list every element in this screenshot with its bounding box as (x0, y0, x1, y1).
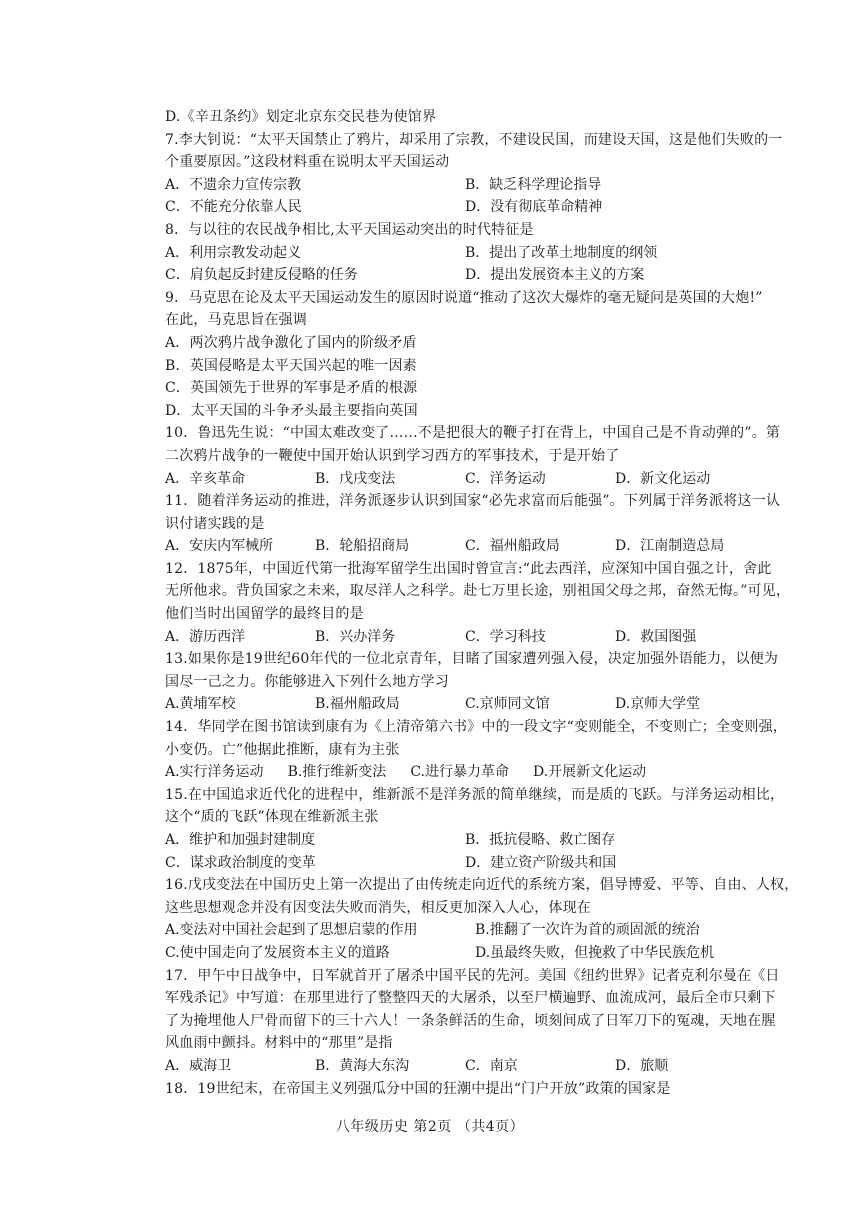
q8-option-b: B．提出了改革土地制度的纲领 (465, 244, 658, 261)
q14-option-a: A.实行洋务运动 (165, 764, 264, 781)
q10-option-b: B．戊戌变法 (315, 470, 396, 487)
q16-option-a: A.变法对中国社会起到了思想启蒙的作用 (165, 922, 418, 939)
q17-option-c: C．南京 (465, 1057, 518, 1074)
q11-stem-line-2: 识付诸实践的是 (165, 515, 265, 532)
q14-option-c: C.进行暴力革命 (410, 764, 509, 781)
q17-stem-line-4: 风血雨中颤抖。材料中的“那里”是指 (165, 1035, 393, 1052)
q12-option-a: A．游历西洋 (165, 628, 246, 645)
q7-option-b: B．缺乏科学理论指导 (465, 176, 602, 193)
q17-option-a: A．威海卫 (165, 1057, 232, 1074)
q13-stem-line-2: 国尽一己之力。你能够进入下列什么地方学习 (165, 673, 449, 690)
q17-stem-line-1: 17．甲午中日战争中，日军就首开了屠杀中国平民的先河。美国《纽约世界》记者克利尔曼在《日 (165, 967, 780, 984)
q7-stem-line-1: 7.李大钊说：“太平天国禁止了鸦片，却采用了宗教，不建设民国，而建设天国，这是他们失败的一 (165, 131, 783, 148)
q16-options-row-2 (165, 942, 825, 965)
q15-option-d: D．建立资产阶级共和国 (465, 854, 617, 871)
q9-option-a: A．两次鸦片战争激化了国内的阶级矛盾 (165, 334, 417, 351)
q12-stem-line-1: 12．1875年，中国近代第一批海军留学生出国时曾宣言:“此去西洋，应深知中国自强之计，舍此 (165, 560, 772, 577)
page-footer: 八年级历史 第2页 （共4页） (335, 1119, 525, 1135)
q8-stem: 8．与以往的农民战争相比,太平天国运动突出的时代特征是 (165, 221, 534, 238)
q9-option-c: C．英国领先于世界的军事是矛盾的根源 (165, 380, 418, 397)
q14-stem-line-2: 小变仍。亡”他据此推断，康有为主张 (165, 741, 400, 758)
q10-stem-line-2: 二次鸦片战争的一鞭使中国开始认识到学习西方的军事技术，于是开始了 (165, 447, 620, 464)
q7-option-a: A．不遗余力宣传宗教 (165, 176, 302, 193)
q12-stem-line-2: 无所他求。背负国家之未来，取尽洋人之科学。赴七万里长途，别祖国父母之邦，奋然无悔。”可见， (165, 583, 791, 600)
q8-option-d: D．提出发展资本主义的方案 (465, 267, 645, 284)
q17-stem-line-2: 军残杀记》中写道：在那里进行了整整四天的大屠杀，以至尸横遍野、血流成河，最后全市只剩下 (165, 990, 776, 1007)
q13-option-a: A.黄埔军校 (165, 696, 236, 713)
q12-option-d: D．救国图强 (615, 628, 697, 645)
q8-option-a: A．利用宗教发动起义 (165, 244, 302, 261)
q17-options (165, 1055, 825, 1078)
q12-options (165, 626, 825, 649)
q13-option-b: B.福州船政局 (315, 696, 400, 713)
q11-option-d: D．江南制造总局 (615, 538, 725, 555)
q13-stem-line-1: 13.如果你是19世纪60年代的一位北京青年，目睹了国家遭列强入侵，决定加强外语能力，以便为 (165, 651, 779, 668)
q10-option-a: A．辛亥革命 (165, 470, 246, 487)
q10-option-c: C．洋务运动 (465, 470, 546, 487)
q14-options (165, 761, 825, 784)
q16-option-c: C.使中国走向了发展资本主义的道路 (165, 944, 390, 961)
q11-option-c: C．福州船政局 (465, 538, 560, 555)
q17-option-d: D．旅顺 (615, 1057, 669, 1074)
q13-option-c: C.京师同文馆 (465, 696, 550, 713)
q15-stem-line-1: 15.在中国追求近代化的进程中，维新派不是洋务派的简单继续，而是质的飞跃。与洋务运动相比， (165, 786, 785, 803)
q18-stem: 18．19世纪末，在帝国主义列强瓜分中国的狂潮中提出“门户开放”政策的国家是 (165, 1080, 671, 1097)
q7-options-row-1 (165, 174, 825, 197)
q7-stem-line-2: 个重要原因。”这段材料重在说明太平天国运动 (165, 154, 450, 171)
q11-option-a: A．安庆内军械所 (165, 538, 274, 555)
q7-options-row-2 (165, 196, 825, 219)
q15-option-b: B．抵抗侵略、救亡图存 (465, 832, 616, 848)
q13-options (165, 693, 825, 716)
q14-option-b: B.推行维新变法 (287, 764, 387, 781)
q10-stem-line-1: 10．鲁迅先生说：“中国太难改变了……不是把很大的鞭子打在背上，中国自己是不肯动弹的”。第 (165, 425, 781, 442)
q12-option-c: C．学习科技 (465, 628, 546, 645)
q17-stem-line-3: 了为掩埋他人尸骨而留下的三十六人！一条条鲜活的生命，顷刻间成了日军刀下的冤魂，天地在腥 (165, 1012, 776, 1029)
q8-option-c: C．肩负起反封建反侵略的任务 (165, 267, 358, 284)
q9-stem-line-1: 9．马克思在论及太平天国运动发生的原因时说道“推动了这次大爆炸的毫无疑问是英国的大炮!” (165, 289, 763, 306)
q6-option-d: D.《辛丑条约》划定北京东交民巷为使馆界 (165, 109, 437, 125)
q9-stem-line-2: 在此，马克思旨在强调 (165, 312, 307, 329)
q11-stem-line-1: 11．随着洋务运动的推进，洋务派逐步认识到国家“必先求富而后能强”。下列属于洋务派将这一认 (165, 493, 781, 510)
q8-options-row-1 (165, 242, 825, 265)
q15-option-c: C．谋求政治制度的变革 (165, 854, 316, 871)
q15-options-row-2 (165, 852, 825, 875)
q12-stem-line-3: 他们当时出国留学的最终目的是 (165, 606, 364, 623)
q15-option-a: A．维护和加强封建制度 (165, 832, 316, 848)
q12-option-b: B．兴办洋务 (315, 628, 396, 645)
q7-option-c: C．不能充分依靠人民 (165, 199, 302, 216)
q10-option-d: D．新文化运动 (615, 470, 711, 487)
q15-options-row-1 (165, 829, 825, 852)
q17-option-b: B．黄海大东沟 (315, 1057, 410, 1074)
q11-options (165, 535, 825, 558)
q14-stem-line-1: 14．华同学在图书馆读到康有为《上清帝第六书》中的一段文字“变则能全，不变则亡；全变则强， (165, 719, 787, 736)
q16-stem-line-2: 这些思想观念并没有因变法失败而消失，相反更加深入人心，体现在 (165, 899, 591, 916)
q16-stem-line-1: 16.戊戌变法在中国历史上第一次提出了由传统走向近代的系统方案，倡导博爱、平等、自由、人权， (165, 877, 799, 894)
q9-option-b: B．英国侵略是太平天国兴起的唯一因素 (165, 357, 417, 374)
q16-option-b: B.推翻了一次许为首的顽固派的统治 (475, 922, 700, 939)
q16-option-d: D.虽最终失败，但挽救了中华民族危机 (475, 944, 715, 961)
q16-options-row-1 (165, 919, 825, 942)
q11-option-b: B．轮船招商局 (315, 538, 410, 555)
q15-stem-line-2: 这个“质的飞跃”体现在维新派主张 (165, 809, 379, 826)
question-content (165, 106, 825, 1100)
q13-option-d: D.京师大学堂 (615, 696, 701, 713)
q14-option-d: D.开展新文化运动 (532, 764, 647, 781)
q10-options (165, 468, 825, 491)
q8-options-row-2 (165, 264, 825, 287)
q7-option-d: D．没有彻底革命精神 (465, 199, 603, 216)
q9-option-d: D．太平天国的斗争矛头最主要指向英国 (165, 402, 418, 419)
